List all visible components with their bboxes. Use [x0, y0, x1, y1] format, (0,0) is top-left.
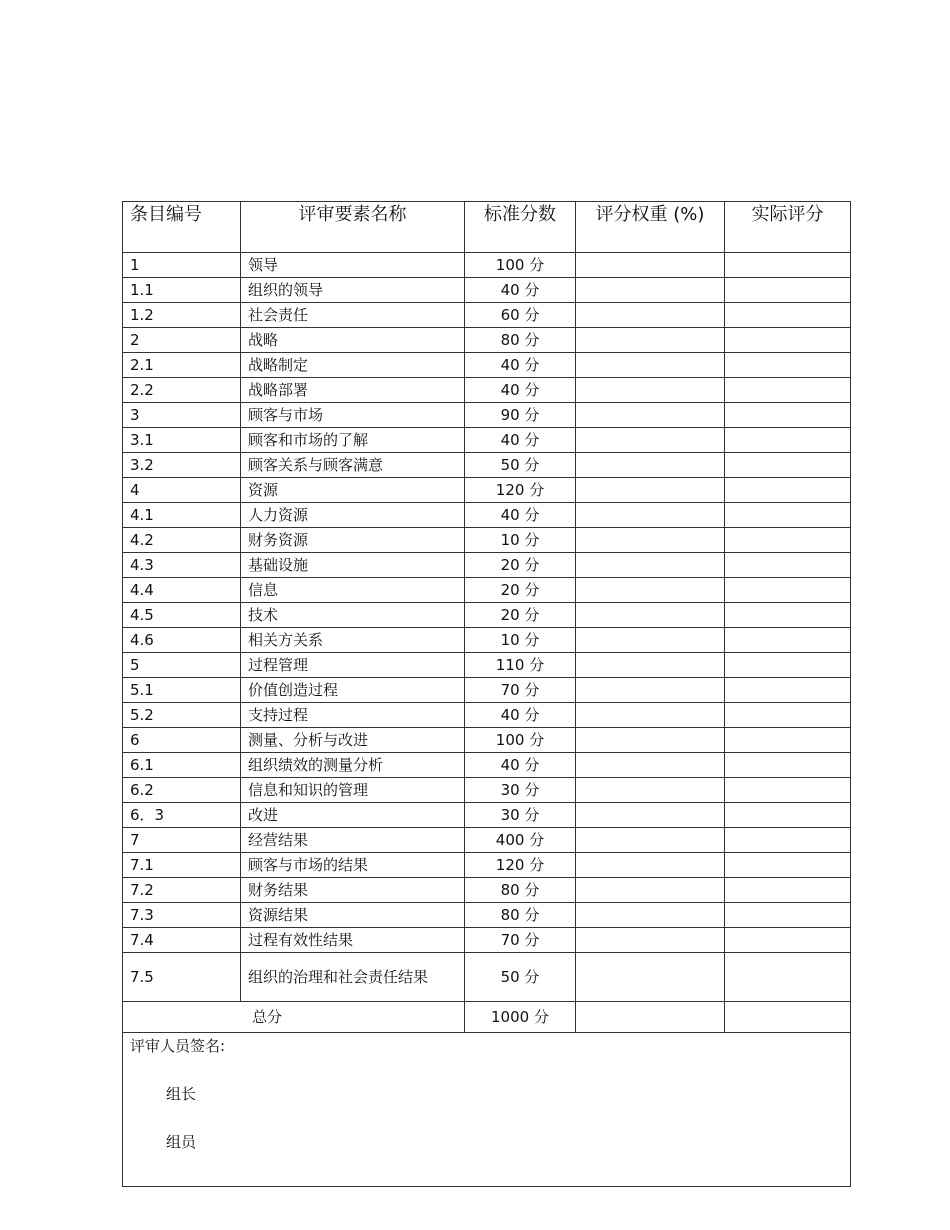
element-name: 基础设施	[241, 553, 465, 578]
score-weight-cell[interactable]	[576, 478, 725, 503]
score-weight-cell[interactable]	[576, 678, 725, 703]
table-row	[123, 353, 851, 378]
standard-score: 20 分	[465, 603, 576, 628]
standard-score: 120 分	[465, 853, 576, 878]
table-row	[123, 428, 851, 453]
score-weight-cell[interactable]	[576, 728, 725, 753]
item-code: 7.3	[123, 903, 241, 928]
item-code: 5.1	[123, 678, 241, 703]
element-name: 资源结果	[241, 903, 465, 928]
evaluation-score-table	[122, 201, 851, 1187]
element-name: 资源	[241, 478, 465, 503]
item-code: 4.3	[123, 553, 241, 578]
element-name: 过程管理	[241, 653, 465, 678]
element-name: 领导	[241, 253, 465, 278]
standard-score: 50 分	[465, 953, 576, 1002]
item-code: 6.1	[123, 753, 241, 778]
element-name: 顾客与市场的结果	[241, 853, 465, 878]
table-row	[123, 778, 851, 803]
signature-leader-label: 组长	[166, 1085, 197, 1103]
actual-score-cell[interactable]	[725, 853, 851, 878]
score-weight-cell[interactable]	[576, 278, 725, 303]
score-weight-cell[interactable]	[576, 403, 725, 428]
table-row	[123, 903, 851, 928]
item-code: 5	[123, 653, 241, 678]
standard-score: 40 分	[465, 503, 576, 528]
item-code: 3.2	[123, 453, 241, 478]
table-row	[123, 328, 851, 353]
standard-score: 40 分	[465, 378, 576, 403]
element-name: 技术	[241, 603, 465, 628]
element-name: 改进	[241, 803, 465, 828]
standard-score: 80 分	[465, 903, 576, 928]
standard-score: 40 分	[465, 353, 576, 378]
table-row	[123, 928, 851, 953]
actual-score-cell[interactable]	[725, 553, 851, 578]
table-row	[123, 728, 851, 753]
standard-score: 100 分	[465, 728, 576, 753]
element-name: 测量、分析与改进	[241, 728, 465, 753]
standard-score: 400 分	[465, 828, 576, 853]
element-name: 顾客关系与顾客满意	[241, 453, 465, 478]
standard-score: 20 分	[465, 553, 576, 578]
actual-score-cell[interactable]	[725, 903, 851, 928]
standard-score: 70 分	[465, 928, 576, 953]
header-item-code: 条目编号	[123, 202, 241, 253]
score-weight-cell[interactable]	[576, 603, 725, 628]
standard-score: 80 分	[465, 878, 576, 903]
actual-score-cell[interactable]	[725, 603, 851, 628]
table-row	[123, 528, 851, 553]
element-name: 组织的领导	[241, 278, 465, 303]
standard-score: 20 分	[465, 578, 576, 603]
element-name: 价值创造过程	[241, 678, 465, 703]
element-name: 顾客和市场的了解	[241, 428, 465, 453]
element-name: 人力资源	[241, 503, 465, 528]
element-name: 财务资源	[241, 528, 465, 553]
actual-score-cell[interactable]	[725, 303, 851, 328]
actual-score-cell[interactable]	[725, 328, 851, 353]
header-element-name: 评审要素名称	[241, 202, 465, 253]
standard-score: 30 分	[465, 778, 576, 803]
standard-score: 80 分	[465, 328, 576, 353]
standard-score: 100 分	[465, 253, 576, 278]
score-weight-cell[interactable]	[576, 378, 725, 403]
item-code: 4.5	[123, 603, 241, 628]
score-weight-cell[interactable]	[576, 953, 725, 1002]
score-weight-cell[interactable]	[576, 853, 725, 878]
score-weight-cell[interactable]	[576, 628, 725, 653]
table-row	[123, 253, 851, 278]
actual-score-cell[interactable]	[725, 403, 851, 428]
actual-score-cell[interactable]	[725, 578, 851, 603]
element-name: 财务结果	[241, 878, 465, 903]
item-code: 4.6	[123, 628, 241, 653]
actual-score-cell[interactable]	[725, 453, 851, 478]
actual-score-cell[interactable]	[725, 353, 851, 378]
element-name: 组织的治理和社会责任结果	[241, 953, 465, 1002]
actual-score-cell[interactable]	[725, 528, 851, 553]
item-code: 2.1	[123, 353, 241, 378]
signature-member-label: 组员	[166, 1133, 197, 1151]
table-header-row	[123, 202, 851, 253]
table-row	[123, 878, 851, 903]
actual-score-cell[interactable]	[725, 428, 851, 453]
standard-score: 70 分	[465, 678, 576, 703]
standard-score: 110 分	[465, 653, 576, 678]
actual-score-cell[interactable]	[725, 828, 851, 853]
item-code: 1.2	[123, 303, 241, 328]
standard-score: 40 分	[465, 703, 576, 728]
total-weight-cell[interactable]	[576, 1002, 725, 1033]
table-row	[123, 553, 851, 578]
item-code: 7.2	[123, 878, 241, 903]
table-row	[123, 453, 851, 478]
item-code: 7.4	[123, 928, 241, 953]
actual-score-cell[interactable]	[725, 503, 851, 528]
score-weight-cell[interactable]	[576, 578, 725, 603]
item-code: 3	[123, 403, 241, 428]
actual-score-cell[interactable]	[725, 953, 851, 1002]
score-weight-cell[interactable]	[576, 528, 725, 553]
score-weight-cell[interactable]	[576, 253, 725, 278]
item-code: 4	[123, 478, 241, 503]
actual-score-cell[interactable]	[725, 778, 851, 803]
actual-score-cell[interactable]	[725, 703, 851, 728]
actual-score-cell[interactable]	[725, 378, 851, 403]
item-code: 1.1	[123, 278, 241, 303]
actual-score-cell[interactable]	[725, 628, 851, 653]
element-name: 顾客与市场	[241, 403, 465, 428]
score-weight-cell[interactable]	[576, 503, 725, 528]
item-code: 6.2	[123, 778, 241, 803]
element-name: 信息和知识的管理	[241, 778, 465, 803]
table-row	[123, 803, 851, 828]
table-row	[123, 403, 851, 428]
header-score-weight: 评分权重 (%)	[576, 202, 725, 253]
actual-score-cell[interactable]	[725, 878, 851, 903]
actual-score-cell[interactable]	[725, 278, 851, 303]
element-name: 战略部署	[241, 378, 465, 403]
item-code: 7	[123, 828, 241, 853]
standard-score: 60 分	[465, 303, 576, 328]
standard-score: 10 分	[465, 628, 576, 653]
element-name: 社会责任	[241, 303, 465, 328]
standard-score: 120 分	[465, 478, 576, 503]
signature-cell	[123, 1033, 851, 1187]
standard-score: 90 分	[465, 403, 576, 428]
standard-score: 50 分	[465, 453, 576, 478]
element-name: 过程有效性结果	[241, 928, 465, 953]
actual-score-cell[interactable]	[725, 678, 851, 703]
score-weight-cell[interactable]	[576, 303, 725, 328]
actual-score-cell[interactable]	[725, 478, 851, 503]
total-label: 总分	[123, 1002, 465, 1033]
score-weight-cell[interactable]	[576, 828, 725, 853]
table-row	[123, 678, 851, 703]
actual-score-cell[interactable]	[725, 803, 851, 828]
score-weight-cell[interactable]	[576, 353, 725, 378]
item-code: 2.2	[123, 378, 241, 403]
score-weight-cell[interactable]	[576, 753, 725, 778]
signature-label: 评审人员签名:	[130, 1037, 226, 1055]
item-code: 6．3	[123, 803, 241, 828]
table-row	[123, 578, 851, 603]
score-weight-cell[interactable]	[576, 803, 725, 828]
actual-score-cell[interactable]	[725, 728, 851, 753]
table-row	[123, 503, 851, 528]
score-weight-cell[interactable]	[576, 878, 725, 903]
item-code: 4.1	[123, 503, 241, 528]
table-row	[123, 378, 851, 403]
table-row	[123, 278, 851, 303]
actual-score-cell[interactable]	[725, 928, 851, 953]
total-actual-cell[interactable]	[725, 1002, 851, 1033]
score-weight-cell[interactable]	[576, 903, 725, 928]
standard-score: 10 分	[465, 528, 576, 553]
score-weight-cell[interactable]	[576, 928, 725, 953]
item-code: 7.5	[123, 953, 241, 1002]
score-weight-cell[interactable]	[576, 703, 725, 728]
table-row	[123, 828, 851, 853]
element-name: 经营结果	[241, 828, 465, 853]
item-code: 7.1	[123, 853, 241, 878]
table-row	[123, 753, 851, 778]
item-code: 3.1	[123, 428, 241, 453]
standard-score: 40 分	[465, 753, 576, 778]
element-name: 战略	[241, 328, 465, 353]
table-body	[123, 253, 851, 1002]
element-name: 组织绩效的测量分析	[241, 753, 465, 778]
standard-score: 30 分	[465, 803, 576, 828]
total-score: 1000 分	[465, 1002, 576, 1033]
table-row	[123, 628, 851, 653]
score-weight-cell[interactable]	[576, 428, 725, 453]
total-row	[123, 1002, 851, 1033]
element-name: 支持过程	[241, 703, 465, 728]
item-code: 1	[123, 253, 241, 278]
score-weight-cell[interactable]	[576, 653, 725, 678]
table-row	[123, 478, 851, 503]
header-actual-score: 实际评分	[725, 202, 851, 253]
table-row	[123, 703, 851, 728]
item-code: 5.2	[123, 703, 241, 728]
item-code: 6	[123, 728, 241, 753]
table-row	[123, 953, 851, 1002]
table-row	[123, 653, 851, 678]
signature-row	[123, 1033, 851, 1187]
standard-score: 40 分	[465, 428, 576, 453]
actual-score-cell[interactable]	[725, 753, 851, 778]
item-code: 4.4	[123, 578, 241, 603]
table-row	[123, 603, 851, 628]
element-name: 相关方关系	[241, 628, 465, 653]
actual-score-cell[interactable]	[725, 253, 851, 278]
element-name: 信息	[241, 578, 465, 603]
score-weight-cell[interactable]	[576, 328, 725, 353]
header-standard-score: 标准分数	[465, 202, 576, 253]
item-code: 4.2	[123, 528, 241, 553]
item-code: 2	[123, 328, 241, 353]
score-weight-cell[interactable]	[576, 553, 725, 578]
actual-score-cell[interactable]	[725, 653, 851, 678]
table-row	[123, 303, 851, 328]
score-weight-cell[interactable]	[576, 778, 725, 803]
score-weight-cell[interactable]	[576, 453, 725, 478]
element-name: 战略制定	[241, 353, 465, 378]
standard-score: 40 分	[465, 278, 576, 303]
table-row	[123, 853, 851, 878]
